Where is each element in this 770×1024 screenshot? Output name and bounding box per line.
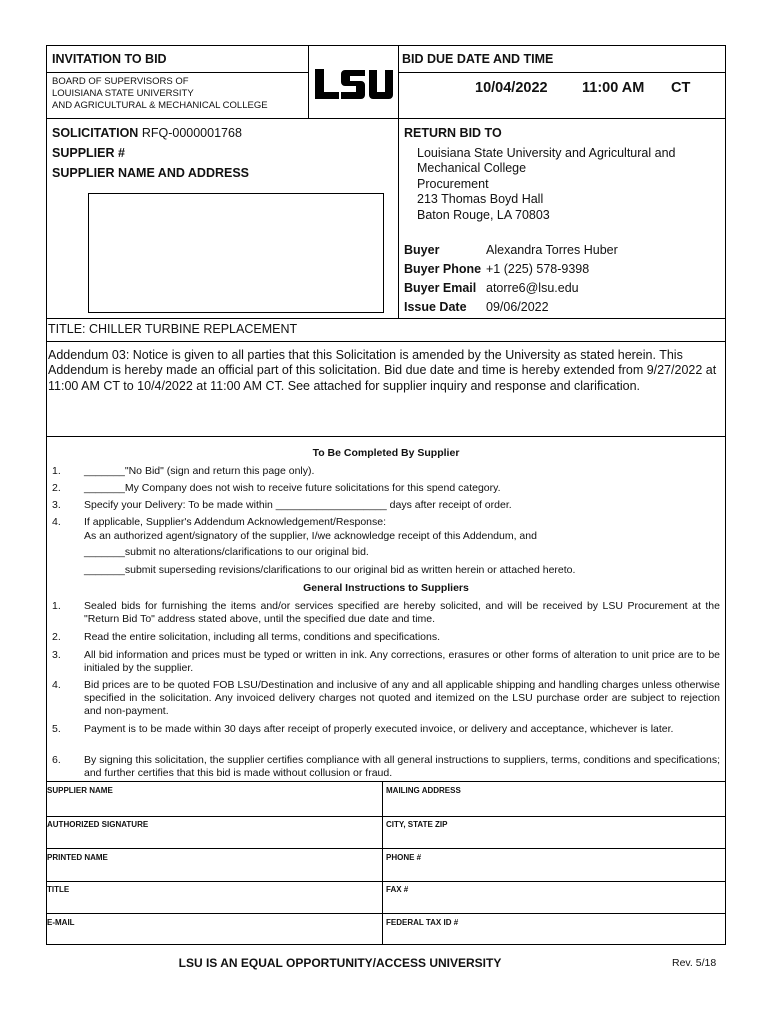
sig-row-line — [46, 881, 726, 882]
addendum-ack-item: If applicable, Supplier's Addendum Acknowledgement/Response: — [84, 516, 387, 528]
solicitation-label: SOLICITATION — [52, 126, 139, 140]
buyer-phone-label: Buyer Phone — [404, 262, 482, 276]
hdr-v1 — [308, 45, 309, 118]
return-bid-title: RETURN BID TO — [404, 126, 502, 140]
solicitation-line — [52, 126, 242, 140]
invitation-title: INVITATION TO BID — [52, 52, 167, 66]
item-number: 2. — [52, 482, 61, 494]
hdr-h2 — [46, 118, 726, 119]
hdr-h1b — [398, 72, 725, 73]
issue-date-label: Issue Date — [404, 300, 467, 314]
due-time: 11:00 AM — [582, 80, 645, 96]
instruction-item: Bid prices are to be quoted FOB LSU/Destination and inclusive of any and all applicable shipping and handling charges unless otherwise specified in the solicitation. Any invoiced delivery charges not quoted and itemized on the LSU purchase order are subject to rejection and non-payment. — [84, 679, 720, 718]
item-number: 1. — [52, 465, 61, 477]
board-text — [52, 76, 268, 112]
delivery-item[interactable]: Specify your Delivery: To be made within ___________________ days after receipt of order. — [84, 499, 512, 511]
addendum-bottom — [46, 436, 726, 437]
sig-row-line — [46, 848, 726, 849]
instruction-item: Read the entire solicitation, including all terms, conditions and specifications. — [84, 631, 441, 643]
revision-label: Rev. 5/18 — [672, 957, 717, 969]
email-field[interactable]: E-MAIL — [47, 918, 75, 927]
fax-field[interactable]: FAX # — [386, 885, 409, 894]
board-line-1: BOARD OF SUPERVISORS OF — [52, 76, 189, 87]
lsu-logo — [313, 67, 395, 101]
instruction-item: All bid information and prices must be typed or written in ink. Any corrections, erasures or other forms of alteration to unit price are to be initialed by the supplier. — [84, 649, 720, 675]
buyer-phone-value: +1 (225) 578-9398 — [486, 262, 590, 276]
frame-top — [46, 45, 726, 46]
title-top — [46, 318, 726, 319]
instruction-item: By signing this solicitation, the supplier certifies compliance with all general instructions to suppliers, terms, conditions and specifications; and further certifies that this bid is made without collusion or fraud. — [84, 754, 720, 780]
supplier-number-label: SUPPLIER # — [52, 146, 125, 160]
authorized-signature-field[interactable]: AUTHORIZED SIGNATURE — [47, 820, 149, 829]
bid-title: TITLE: CHILLER TURBINE REPLACEMENT — [48, 322, 298, 336]
frame-bottom — [46, 944, 726, 945]
no-alterations-option[interactable]: _______submit no alterations/clarifications to our original bid. — [84, 546, 369, 558]
sig-grid-top — [46, 781, 726, 782]
hdr-v2 — [398, 45, 399, 319]
return-address — [417, 146, 717, 223]
buyer-value: Alexandra Torres Huber — [486, 243, 618, 257]
buyer-email-value[interactable]: atorre6@lsu.edu — [486, 281, 579, 295]
hdr-h1 — [46, 72, 308, 73]
supplier-name-field[interactable]: SUPPLIER NAME — [47, 786, 113, 795]
item-number: 3. — [52, 499, 61, 511]
addendum-text: Addendum 03: Notice is given to all parties that this Solicitation is amended by the University as stated herein. This Addendum is hereby made an official part of this solicitation. Bid due date and time is hereby extended from 9/27/2022 at 11:00 AM CT to 10/4/2022 at 11:00 AM CT. See attached for supplier inquiry and response and clarification. — [48, 348, 717, 393]
supplier-section-heading: To Be Completed By Supplier — [312, 447, 460, 459]
due-date: 10/04/2022 — [475, 80, 548, 96]
sig-row-line — [46, 816, 726, 817]
due-title: BID DUE DATE AND TIME — [402, 52, 554, 66]
opt-out-item[interactable]: _______My Company does not wish to receive future solicitations for this spend category. — [84, 482, 501, 494]
solicitation-number: RFQ-0000001768 — [141, 126, 242, 140]
frame-right — [725, 45, 726, 945]
no-bid-item[interactable]: _______"No Bid" (sign and return this page only). — [84, 465, 315, 477]
sig-grid-mid — [382, 781, 383, 944]
item-number: 4. — [52, 679, 61, 691]
board-line-3: AND AGRICULTURAL & MECHANICAL COLLEGE — [52, 100, 268, 111]
item-number: 3. — [52, 649, 61, 661]
title-bottom — [46, 341, 726, 342]
general-instructions-heading: General Instructions to Suppliers — [303, 582, 469, 594]
superseding-option[interactable]: _______submit superseding revisions/clarifications to our original bid as written herein or attached hereto. — [84, 564, 576, 576]
instruction-item: Payment is to be made within 30 days after receipt of properly executed invoice, or delivery and acceptance, whichever is later. — [84, 723, 674, 735]
supplier-address-box[interactable] — [88, 193, 384, 313]
item-number: 2. — [52, 631, 61, 643]
return-address-line: 213 Thomas Boyd Hall — [417, 192, 544, 207]
title-field[interactable]: TITLE — [47, 885, 70, 894]
footer-statement: LSU IS AN EQUAL OPPORTUNITY/ACCESS UNIVERSITY — [178, 956, 502, 970]
instruction-item: Sealed bids for furnishing the items and/or services specified are hereby solicited, and will be received by LSU Procurement at the "Return Bid To" address stated above, until the specified due date and time. — [84, 600, 720, 626]
federal-tax-id-field[interactable]: FEDERAL TAX ID # — [386, 918, 459, 927]
frame-left — [46, 45, 47, 945]
buyer-email-label: Buyer Email — [404, 281, 477, 295]
addendum-ack-statement: As an authorized agent/signatory of the supplier, I/we acknowledge receipt of this Addendum, and — [84, 530, 537, 542]
printed-name-field[interactable]: PRINTED NAME — [47, 853, 108, 862]
issue-date-value: 09/06/2022 — [486, 300, 549, 314]
city-state-zip-field[interactable]: CITY, STATE ZIP — [386, 820, 448, 829]
buyer-label: Buyer — [404, 243, 440, 257]
item-number: 5. — [52, 723, 61, 735]
item-number: 6. — [52, 754, 61, 766]
board-line-2: LOUISIANA STATE UNIVERSITY — [52, 88, 194, 99]
return-address-line: Baton Rouge, LA 70803 — [417, 207, 550, 222]
sig-row-line — [46, 913, 726, 914]
item-number: 1. — [52, 600, 61, 612]
mailing-address-field[interactable]: MAILING ADDRESS — [386, 786, 461, 795]
return-address-line: Louisiana State University and Agricultural and — [417, 146, 676, 160]
supplier-name-address-label: SUPPLIER NAME AND ADDRESS — [52, 166, 250, 180]
return-address-line: Mechanical College — [417, 161, 527, 176]
phone-field[interactable]: PHONE # — [386, 853, 422, 862]
due-timezone: CT — [671, 80, 691, 96]
item-number: 4. — [52, 516, 61, 528]
return-address-line: Procurement — [417, 176, 489, 191]
